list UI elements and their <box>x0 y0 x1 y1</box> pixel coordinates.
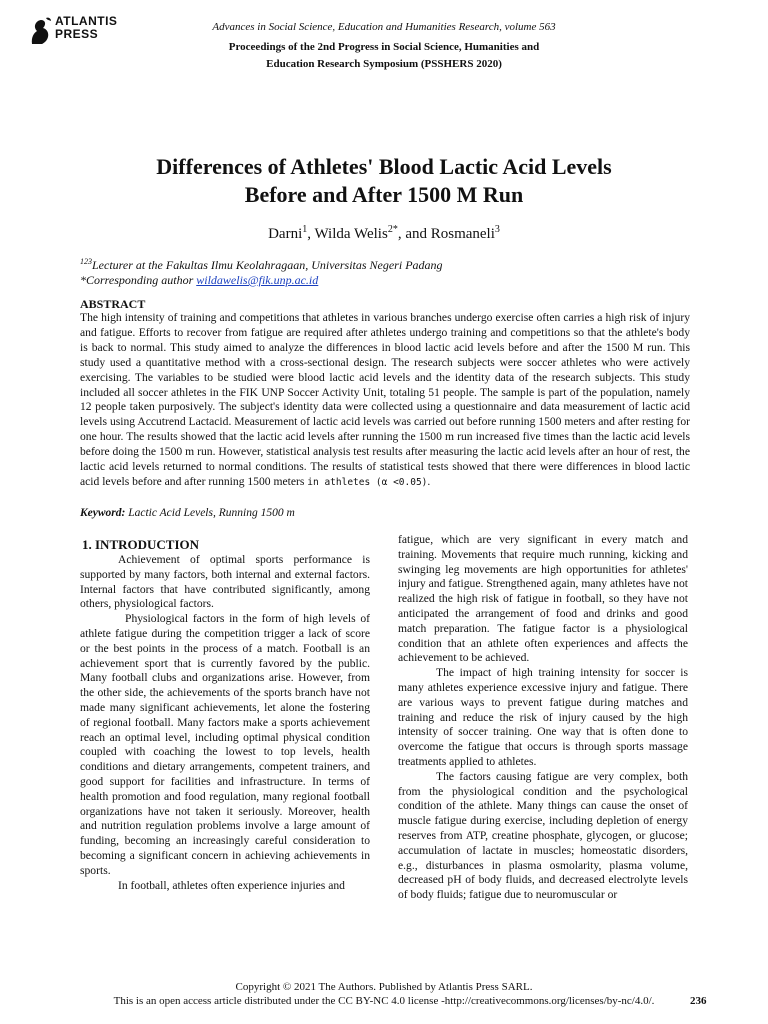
author-sup: 3 <box>494 224 500 235</box>
footer-copyright: Copyright © 2021 The Authors. Published by Atlantis Press SARL. <box>235 981 533 993</box>
publisher-logo <box>28 15 128 45</box>
body-paragraph: The impact of high training intensity for soccer is many athletes experience excessive injury and fatigue. There are various ways to prevent fatigue during matches and training and reduce the risk of injury caused by the high intensity of soccer training. One way that is often done to overcome the fatigue that occurs is through sports massage treatments applied to athletes. <box>398 666 688 768</box>
abstract-tail: in athletes (α <0.05) <box>307 476 428 488</box>
journal-series: Advances in Social Science, Education and Humanities Research, volume 563 <box>212 21 556 33</box>
author-sup: 2* <box>387 224 398 235</box>
body-paragraph: In football, athletes often experience injuries and <box>118 878 345 892</box>
corresponding-label: *Corresponding author <box>80 273 197 287</box>
author-list <box>80 220 688 244</box>
keyword-label: Keyword: <box>80 507 126 519</box>
abstract-main: The high intensity of training and competitions that athletes in various branches undergo exercise often carries a high risk of injury and fatigue. Efforts to recover from fatigue are required after athletes undergo training and competitions so that the athlete's body is back to normal. This study aimed to analyze the differences in blood lactic acid levels before and after the 1500 M run. This study used a quantitative method with a cross-sectional design. The research subjects were soccer athletes who were actively exercising. The variables to be studied were blood lactic acid levels and the identity data of the research subjects. This study included all soccer athletes in the FIK UNP Soccer Activity Unit, totaling 51 people. The sample is part of the population, namely 12 people taken purposively. The subject's identity data were collected using a questionnaire and data measurement of lactic acid levels using Accutrend Lactacid. Measurement of lactic acid levels was carried out before running 1500 meters and after resting for one hour. The results showed that the lactic acid levels after running the 1500 m run increased five times than the lactic acid levels before doing the 1500 m run. However, statistical analysis test results after measuring the lactic acid levels after an hour of rest, the lactic acid levels returned to normal conditions. The results of statistical tests showed that there were differences in blood lactic acid levels before and after running 1500 meters <box>80 311 690 488</box>
abstract-heading: ABSTRACT <box>80 297 146 311</box>
footer-license: This is an open access article distributed under the CC BY-NC 4.0 license -http://creativecommons.org/licenses/by-nc/4.0/. <box>113 995 655 1007</box>
proceedings-line-2: Education Research Symposium (PSSHERS 2020) <box>266 58 502 70</box>
logo-line-1: ATLANTIS <box>55 14 118 28</box>
keyword-values: Lactic Acid Levels, Running 1500 m <box>128 507 295 519</box>
body-paragraph: The factors causing fatigue are very complex, both from the physiological condition and the psychological condition of the athlete. Many things can cause the onset of muscle fatigue during exercise, including depletion of energy reserves from ATP, creatine phosphate, glycogen, or glucose; accumulation of lactate in muscles; homeostatic disorders, e.g., disturbances in plasma osmolarity, plasma volume, decreased pH of body fluids, and decreased electrolyte levels of body fluids; fatigue due to neuromuscular or <box>398 769 688 902</box>
body-paragraph: Achievement of optimal sports performance is supported by many factors, both internal and external factors. Internal factors that have contributed significantly, among others, physiological factors. <box>80 553 370 611</box>
paper-title <box>80 153 688 209</box>
right-column <box>398 533 688 903</box>
left-column <box>80 533 370 893</box>
atlantis-figure-icon <box>28 15 52 45</box>
paper-title-line-2: Before and After 1500 M Run <box>244 182 524 207</box>
author-separator: , <box>307 226 315 242</box>
author-name: Rosmaneli <box>430 226 495 242</box>
keywords-line <box>80 506 295 520</box>
author-separator: , and <box>397 226 431 242</box>
body-paragraph: Physiological factors in the form of high levels of athlete fatigue during the competition trigger a lack of score or the best points in the process of a match. Football is an achievement sport that is currently favored by the public. Many football clubs and organizations arise. However, from the other side, the achievements of the sports branch have not made many significant achievements, let alone the fostering of regional football. Many factors make a sports achievement reach an optimal level, including optimal physical condition coupled with coaching the lowest to top levels, health conditions and dietary arrangements, competent trainers, and good support for facilities and infrastructure. In terms of health promotion and food regulation, many regional football organizations have not taken it seriously. Moreover, health and nutrition regulation problems involve a large amount of funding, becoming an increasingly careful consideration to becoming a significant concern in achieving achievements in sports. <box>80 612 370 877</box>
abstract-end: . <box>427 474 431 488</box>
author-sup: 1 <box>302 224 308 235</box>
affiliation-block <box>80 254 700 288</box>
section-heading: 1. INTRODUCTION <box>82 537 200 552</box>
proceedings-line-1: Proceedings of the 2nd Progress in Social Science, Humanities and <box>228 41 540 53</box>
paper-title-line-1: Differences of Athletes' Blood Lactic Acid Levels <box>156 154 612 179</box>
abstract-text <box>80 311 690 491</box>
corresponding-email-link[interactable]: wildawelis@fik.unp.ac.id <box>196 273 319 287</box>
body-paragraph: fatigue, which are very significant in every match and training. Movements that require much running, kicking and swinging leg movements are high opportunities for athletes' injury and fatigue. Strengthened again, many athletes have not realized the high risk of fatigue in football, so they have not anticipated the arrangement of food and drinks and good match preparation. The fatigue factor is a physiological condition that an athlete often experiences and affects the achievement to be achieved. <box>398 533 688 665</box>
logo-line-2: PRESS <box>55 27 99 41</box>
affiliation-sup: 123 <box>80 257 92 266</box>
author-name: Darni <box>268 226 303 242</box>
affiliation-line <box>80 254 700 273</box>
page-number: 236 <box>690 995 707 1007</box>
author-name: Wilda Welis <box>314 226 388 242</box>
affiliation-text: Lecturer at the Fakultas Ilmu Keolahragaan, Universitas Negeri Padang <box>92 258 443 272</box>
corresponding-line <box>80 273 700 288</box>
